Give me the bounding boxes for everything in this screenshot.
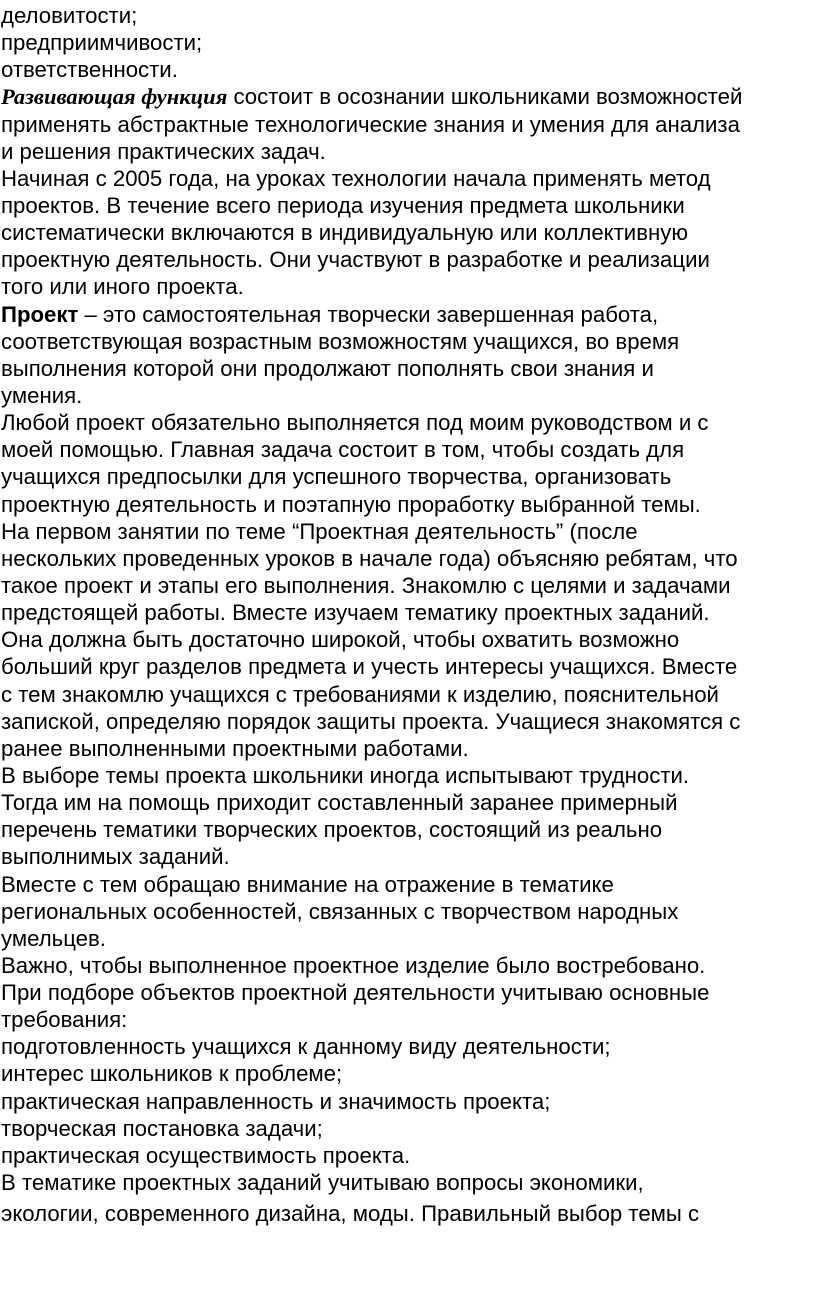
- text-line: [1, 762, 816, 789]
- text-run: нескольких проведенных уроков в начале года) объясняю ребятам, что: [1, 545, 738, 571]
- text-line: [1, 925, 816, 952]
- text-run: интерес школьников к проблеме;: [1, 1061, 343, 1087]
- text-line: [1, 898, 816, 925]
- text-line: [1, 1006, 816, 1033]
- text-run: больший круг разделов предмета и учесть интересы учащихся. Вместе: [1, 654, 738, 680]
- text-line: [1, 681, 816, 708]
- text-run: региональных особенностей, связанных с творчеством народных: [1, 898, 679, 924]
- text-run: Она должна быть достаточно широкой, чтобы охватить возможно: [1, 627, 680, 653]
- text-line: [1, 111, 816, 138]
- text-run: творческая постановка задачи;: [1, 1115, 323, 1141]
- text-line: [1, 653, 816, 680]
- text-line: [1, 1169, 816, 1196]
- text-line: [1, 843, 816, 870]
- text-line: [1, 328, 816, 355]
- text-run: применять абстрактные технологические знания и умения для анализа: [1, 111, 740, 137]
- text-run: и решения практических задач.: [1, 138, 326, 164]
- text-line: [1, 1200, 816, 1227]
- text-line: [1, 979, 816, 1006]
- text-line: [1, 735, 816, 762]
- text-line: [1, 192, 816, 219]
- text-line: [1, 29, 816, 56]
- text-run: проектов. В течение всего периода изучения предмета школьники: [1, 192, 685, 218]
- text-run: Любой проект обязательно выполняется под моим руководством и с: [1, 410, 709, 436]
- text-line: [1, 138, 816, 165]
- text-line: [1, 56, 816, 83]
- text-run: ответственности.: [1, 57, 178, 83]
- text-line: [1, 952, 816, 979]
- text-run: проектную деятельность и поэтапную проработку выбранной темы.: [1, 491, 701, 517]
- text-run: экологии, современного дизайна, моды. Правильный выбор темы с: [1, 1201, 700, 1227]
- text-run: При подборе объектов проектной деятельности учитываю основные: [1, 980, 710, 1006]
- text-run: – это самостоятельная творчески завершенная работа,: [78, 301, 659, 327]
- text-line: [1, 219, 816, 246]
- text-run: практическая направленность и значимость проекта;: [1, 1088, 551, 1114]
- text-line: [1, 436, 816, 463]
- text-line: [1, 599, 816, 626]
- text-line: [1, 165, 816, 192]
- text-run: деловитости;: [1, 3, 138, 28]
- text-line: [1, 382, 816, 409]
- text-run: Вместе с тем обращаю внимание на отражение в тематике: [1, 871, 614, 897]
- text-line: [1, 273, 816, 300]
- text-line: [1, 1033, 816, 1060]
- text-run: проектную деятельность. Они участвуют в разработке и реализации: [1, 247, 710, 273]
- text-run: предстоящей работы. Вместе изучаем тематику проектных заданий.: [1, 600, 710, 626]
- text-line: [1, 301, 816, 328]
- text-run: с тем знакомлю учащихся с требованиями к изделию, пояснительной: [1, 681, 719, 707]
- text-run: того или иного проекта.: [1, 274, 244, 300]
- text-run: состоит в осознании школьниками возможностей: [227, 84, 743, 110]
- text-run: практическая осуществимость проекта.: [1, 1142, 411, 1168]
- text-run: перечень тематики творческих проектов, состоящий из реально: [1, 817, 663, 843]
- text-run: умения.: [1, 382, 83, 408]
- text-line: [1, 1142, 816, 1169]
- emphasized-term: Развивающая функция: [1, 84, 228, 110]
- text-run: моей помощью. Главная задача состоит в том, чтобы создать для: [1, 437, 685, 463]
- text-run: предприимчивости;: [1, 30, 203, 56]
- text-run: Тогда им на помощь приходит составленный заранее примерный: [1, 790, 678, 816]
- text-line: [1, 83, 816, 110]
- text-run: Начиная с 2005 года, на уроках технологии начала применять метод: [1, 165, 711, 191]
- text-run: Важно, чтобы выполненное проектное изделие было востребовано.: [1, 952, 706, 978]
- text-line: [1, 246, 816, 273]
- text-run: выполнимых заданий.: [1, 844, 230, 870]
- text-run: требования:: [1, 1007, 128, 1033]
- text-line: [1, 1060, 816, 1087]
- bold-term: Проект: [1, 301, 79, 327]
- text-line: [1, 871, 816, 898]
- text-run: подготовленность учащихся к данному виду деятельности;: [1, 1034, 611, 1060]
- text-line: [1, 1088, 816, 1115]
- text-line: [1, 545, 816, 572]
- text-line: [1, 463, 816, 490]
- text-run: учащихся предпосылки для успешного творчества, организовать: [1, 464, 672, 490]
- text-run: соответствующая возрастным возможностям учащихся, во время: [1, 328, 680, 354]
- text-line: [1, 626, 816, 653]
- text-run: В тематике проектных заданий учитываю вопросы экономики,: [1, 1170, 644, 1196]
- text-run: запиской, определяю порядок защиты проекта. Учащиеся знакомятся с: [1, 708, 741, 734]
- text-run: выполнения которой они продолжают пополнять свои знания и: [1, 355, 654, 381]
- text-line: [1, 708, 816, 735]
- text-line: [1, 1115, 816, 1142]
- text-line: [1, 572, 816, 599]
- text-line: [1, 491, 816, 518]
- text-run: В выборе темы проекта школьники иногда испытывают трудности.: [1, 762, 690, 788]
- text-line: [1, 816, 816, 843]
- text-line: [1, 789, 816, 816]
- text-line: [1, 518, 816, 545]
- text-run: На первом занятии по теме “Проектная деятельность” (после: [1, 518, 638, 544]
- text-run: такое проект и этапы его выполнения. Знакомлю с целями и задачами: [1, 572, 731, 598]
- text-run: ранее выполненными проектными работами.: [1, 735, 469, 761]
- text-run: умельцев.: [1, 925, 106, 951]
- text-run: систематически включаются в индивидуальную или коллективную: [1, 220, 688, 246]
- text-line: [1, 409, 816, 436]
- text-line: [1, 2, 816, 29]
- text-line: [1, 355, 816, 382]
